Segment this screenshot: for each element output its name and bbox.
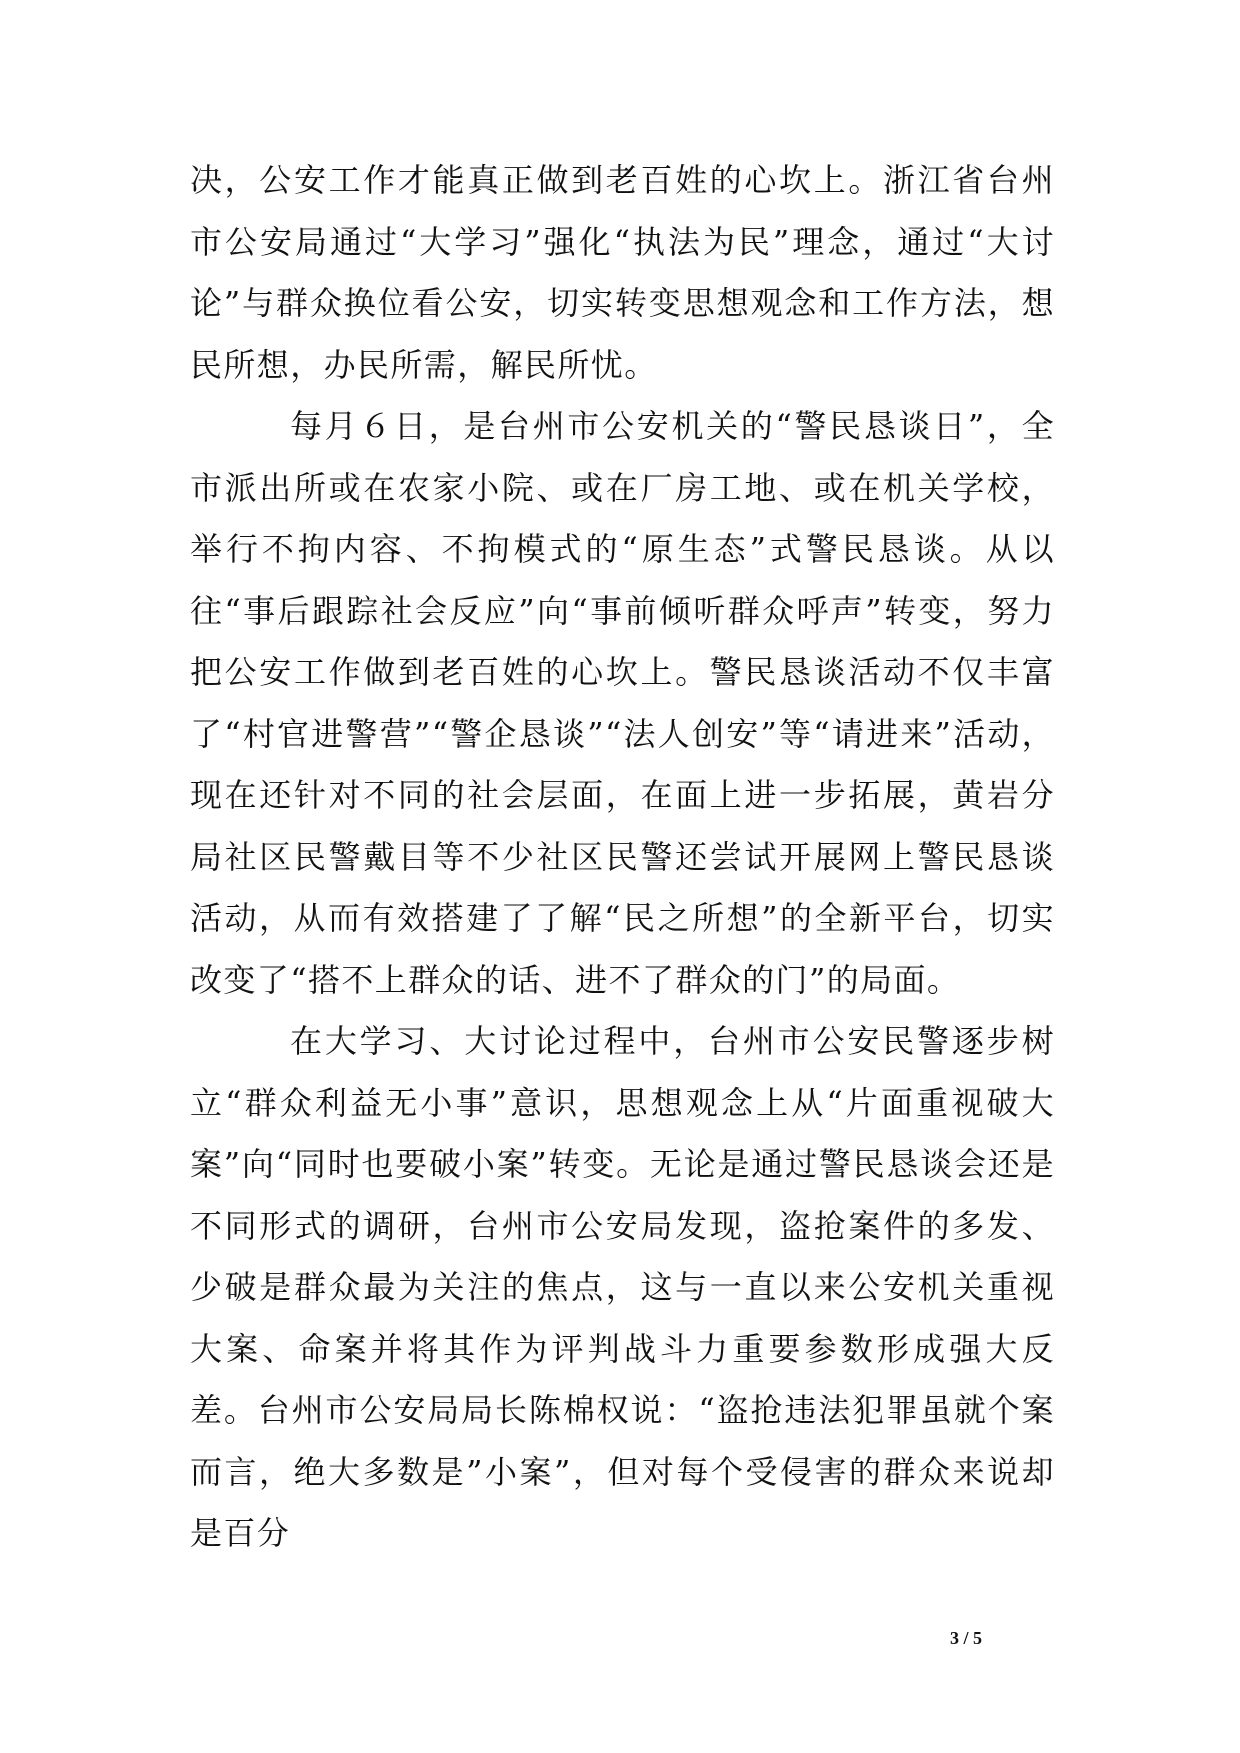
paragraph-1: 决，公安工作才能真正做到老百姓的心坎上。浙江省台州市公安局通过“大学习”强化“执法为民”理念，通过“大讨论”与群众换位看公安，切实转变思想观念和工作方法，想民所想，办民所需，解民所忧。 (190, 161, 1055, 384)
paragraph-3: 在大学习、大讨论过程中，台州市公安民警逐步树立“群众利益无小事”意识，思想观念上从“片面重视破大案”向“同时也要破小案”转变。无论是通过警民恳谈会还是不同形式的调研，台州市公安局发现，盗抢案件的多发、少破是群众最为关注的焦点，这与一直以来公安机关重视大案、命案并将其作为评判战斗力重要参数形成强大反差。台州市公安局局长陈棉权说：“盗抢违法犯罪虽就个案而言，绝大多数是”小案”，但对每个受侵害的群众来说却是百分 (190, 1022, 1055, 1552)
paragraph-2: 每月６日，是台州市公安机关的“警民恳谈日”，全市派出所或在农家小院、或在厂房工地、或在机关学校，举行不拘内容、不拘模式的“原生态”式警民恳谈。从以往“事后跟踪社会反应”向“事前倾听群众呼声”转变，努力把公安工作做到老百姓的心坎上。警民恳谈活动不仅丰富了“村官进警营”“警企恳谈”“法人创安”等“请进来”活动，现在还针对不同的社会层面，在面上进一步拓展，黄岩分局社区民警戴目等不少社区民警还尝试开展网上警民恳谈活动，从而有效搭建了了解“民之所想”的全新平台，切实改变了“搭不上群众的话、进不了群众的门”的局面。 (190, 407, 1055, 999)
document-body (190, 150, 1055, 1565)
page-number: 3 / 5 (950, 1628, 983, 1648)
